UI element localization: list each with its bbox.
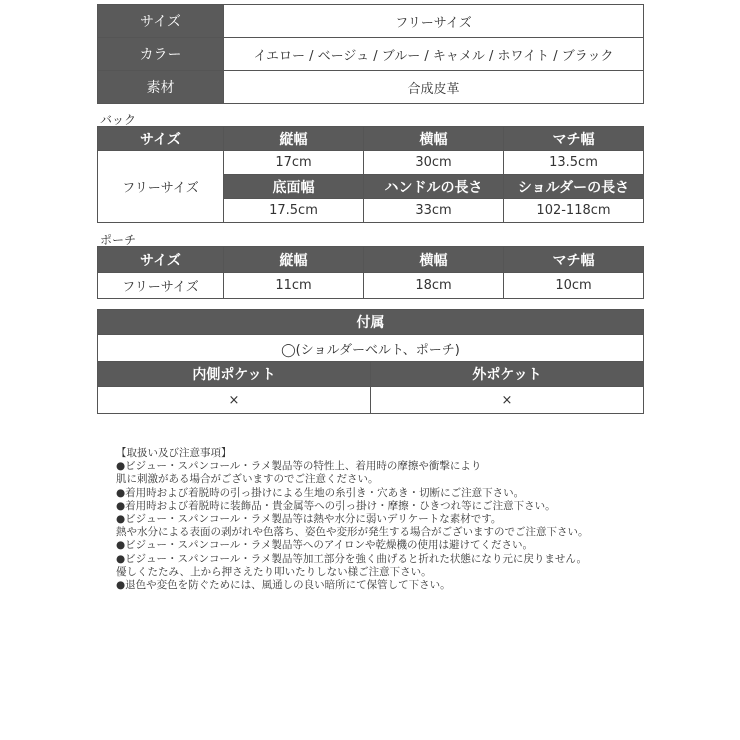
note-line: ●着用時および着脱時の引っ掛けによる生地の糸引き・穴あき・切断にご注意下さい。 bbox=[116, 486, 525, 499]
pouch-value-width: 18cm bbox=[364, 273, 504, 299]
pouch-size-table bbox=[97, 246, 644, 299]
color-row bbox=[98, 38, 644, 71]
color-value: イエロー / ベージュ / ブルー / キャメル / ホワイト / ブラック bbox=[224, 38, 644, 71]
color-label: カラー bbox=[98, 38, 224, 71]
note-line: ●着用時および着脱時に装飾品・貴金属等への引っ掛け・摩擦・ひきつれ等にご注意下さい。 bbox=[116, 499, 556, 512]
note-line: 熱や水分による表面の剥がれや色落ち、姿色や変形が発生する場合がございますのでご注意下さい。 bbox=[116, 526, 589, 539]
inner-pocket-label: 内側ポケット bbox=[98, 362, 371, 387]
pouch-caption: ポーチ bbox=[100, 233, 137, 247]
bag-value-handle: 33cm bbox=[364, 199, 504, 223]
bag-header-shoulder: ショルダーの長さ bbox=[504, 175, 644, 199]
table-row bbox=[98, 335, 644, 362]
product-info-table bbox=[97, 4, 644, 104]
table-row bbox=[98, 310, 644, 335]
bag-value-shoulder: 102-118cm bbox=[504, 199, 644, 223]
accessories-table bbox=[97, 309, 644, 414]
note-line: ●ビジュー・スパンコール・ラメ製品等の特性上、着用時の摩擦や衝撃により bbox=[116, 460, 482, 473]
note-line: 優しくたたみ、上から押さえたり叩いたりしない様ご注意下さい。 bbox=[116, 565, 432, 578]
table-row bbox=[98, 151, 644, 175]
accessories-value: ◯(ショルダーベルト、ポーチ) bbox=[98, 335, 644, 362]
size-value: フリーサイズ bbox=[224, 5, 644, 38]
bag-caption: バック bbox=[100, 113, 137, 127]
material-label: 素材 bbox=[98, 71, 224, 104]
pouch-header-width: 横幅 bbox=[364, 247, 504, 273]
table-row bbox=[98, 387, 644, 414]
table-row bbox=[98, 247, 644, 273]
pouch-value-gusset: 10cm bbox=[504, 273, 644, 299]
bag-value-width: 30cm bbox=[364, 151, 504, 175]
note-line: ●ビジュー・スパンコール・ラメ製品等は熱や水分に弱いデリケートな素材です。 bbox=[116, 513, 502, 526]
accessories-label: 付属 bbox=[98, 310, 644, 335]
pouch-value-height: 11cm bbox=[224, 273, 364, 299]
pouch-header-gusset: マチ幅 bbox=[504, 247, 644, 273]
pouch-size-value: フリーサイズ bbox=[98, 273, 224, 299]
table-row bbox=[98, 127, 644, 151]
bag-size-label: サイズ bbox=[98, 127, 224, 151]
outer-pocket-value: × bbox=[371, 387, 644, 414]
pouch-header-height: 縦幅 bbox=[224, 247, 364, 273]
bag-size-value: フリーサイズ bbox=[98, 151, 224, 223]
notes-title: 【取扱い及び注意事項】 bbox=[116, 447, 232, 459]
table-row bbox=[98, 362, 644, 387]
note-line: ●ビジュー・スパンコール・ラメ製品等へのアイロンや乾燥機の使用は避けてください。 bbox=[116, 539, 533, 552]
inner-pocket-value: × bbox=[98, 387, 371, 414]
care-notes bbox=[116, 447, 636, 592]
note-line: ●退色や変色を防ぐためには、風通しの良い暗所にて保管して下さい。 bbox=[116, 579, 451, 592]
bag-header-handle: ハンドルの長さ bbox=[364, 175, 504, 199]
note-line: 肌に刺激がある場合がございますのでご注意ください。 bbox=[116, 473, 379, 486]
bag-header-bottom: 底面幅 bbox=[224, 175, 364, 199]
size-row bbox=[98, 5, 644, 38]
bag-header-width: 横幅 bbox=[364, 127, 504, 151]
outer-pocket-label: 外ポケット bbox=[371, 362, 644, 387]
bag-header-gusset: マチ幅 bbox=[504, 127, 644, 151]
size-label: サイズ bbox=[98, 5, 224, 38]
bag-value-height: 17cm bbox=[224, 151, 364, 175]
bag-header-height: 縦幅 bbox=[224, 127, 364, 151]
material-row bbox=[98, 71, 644, 104]
bag-size-table bbox=[97, 126, 644, 223]
note-line: ●ビジュー・スパンコール・ラメ製品等加工部分を強く曲げると折れた状態になり元に戻りません。 bbox=[116, 552, 588, 565]
bag-value-gusset: 13.5cm bbox=[504, 151, 644, 175]
table-row bbox=[98, 273, 644, 299]
bag-value-bottom: 17.5cm bbox=[224, 199, 364, 223]
material-value: 合成皮革 bbox=[224, 71, 644, 104]
pouch-size-label: サイズ bbox=[98, 247, 224, 273]
